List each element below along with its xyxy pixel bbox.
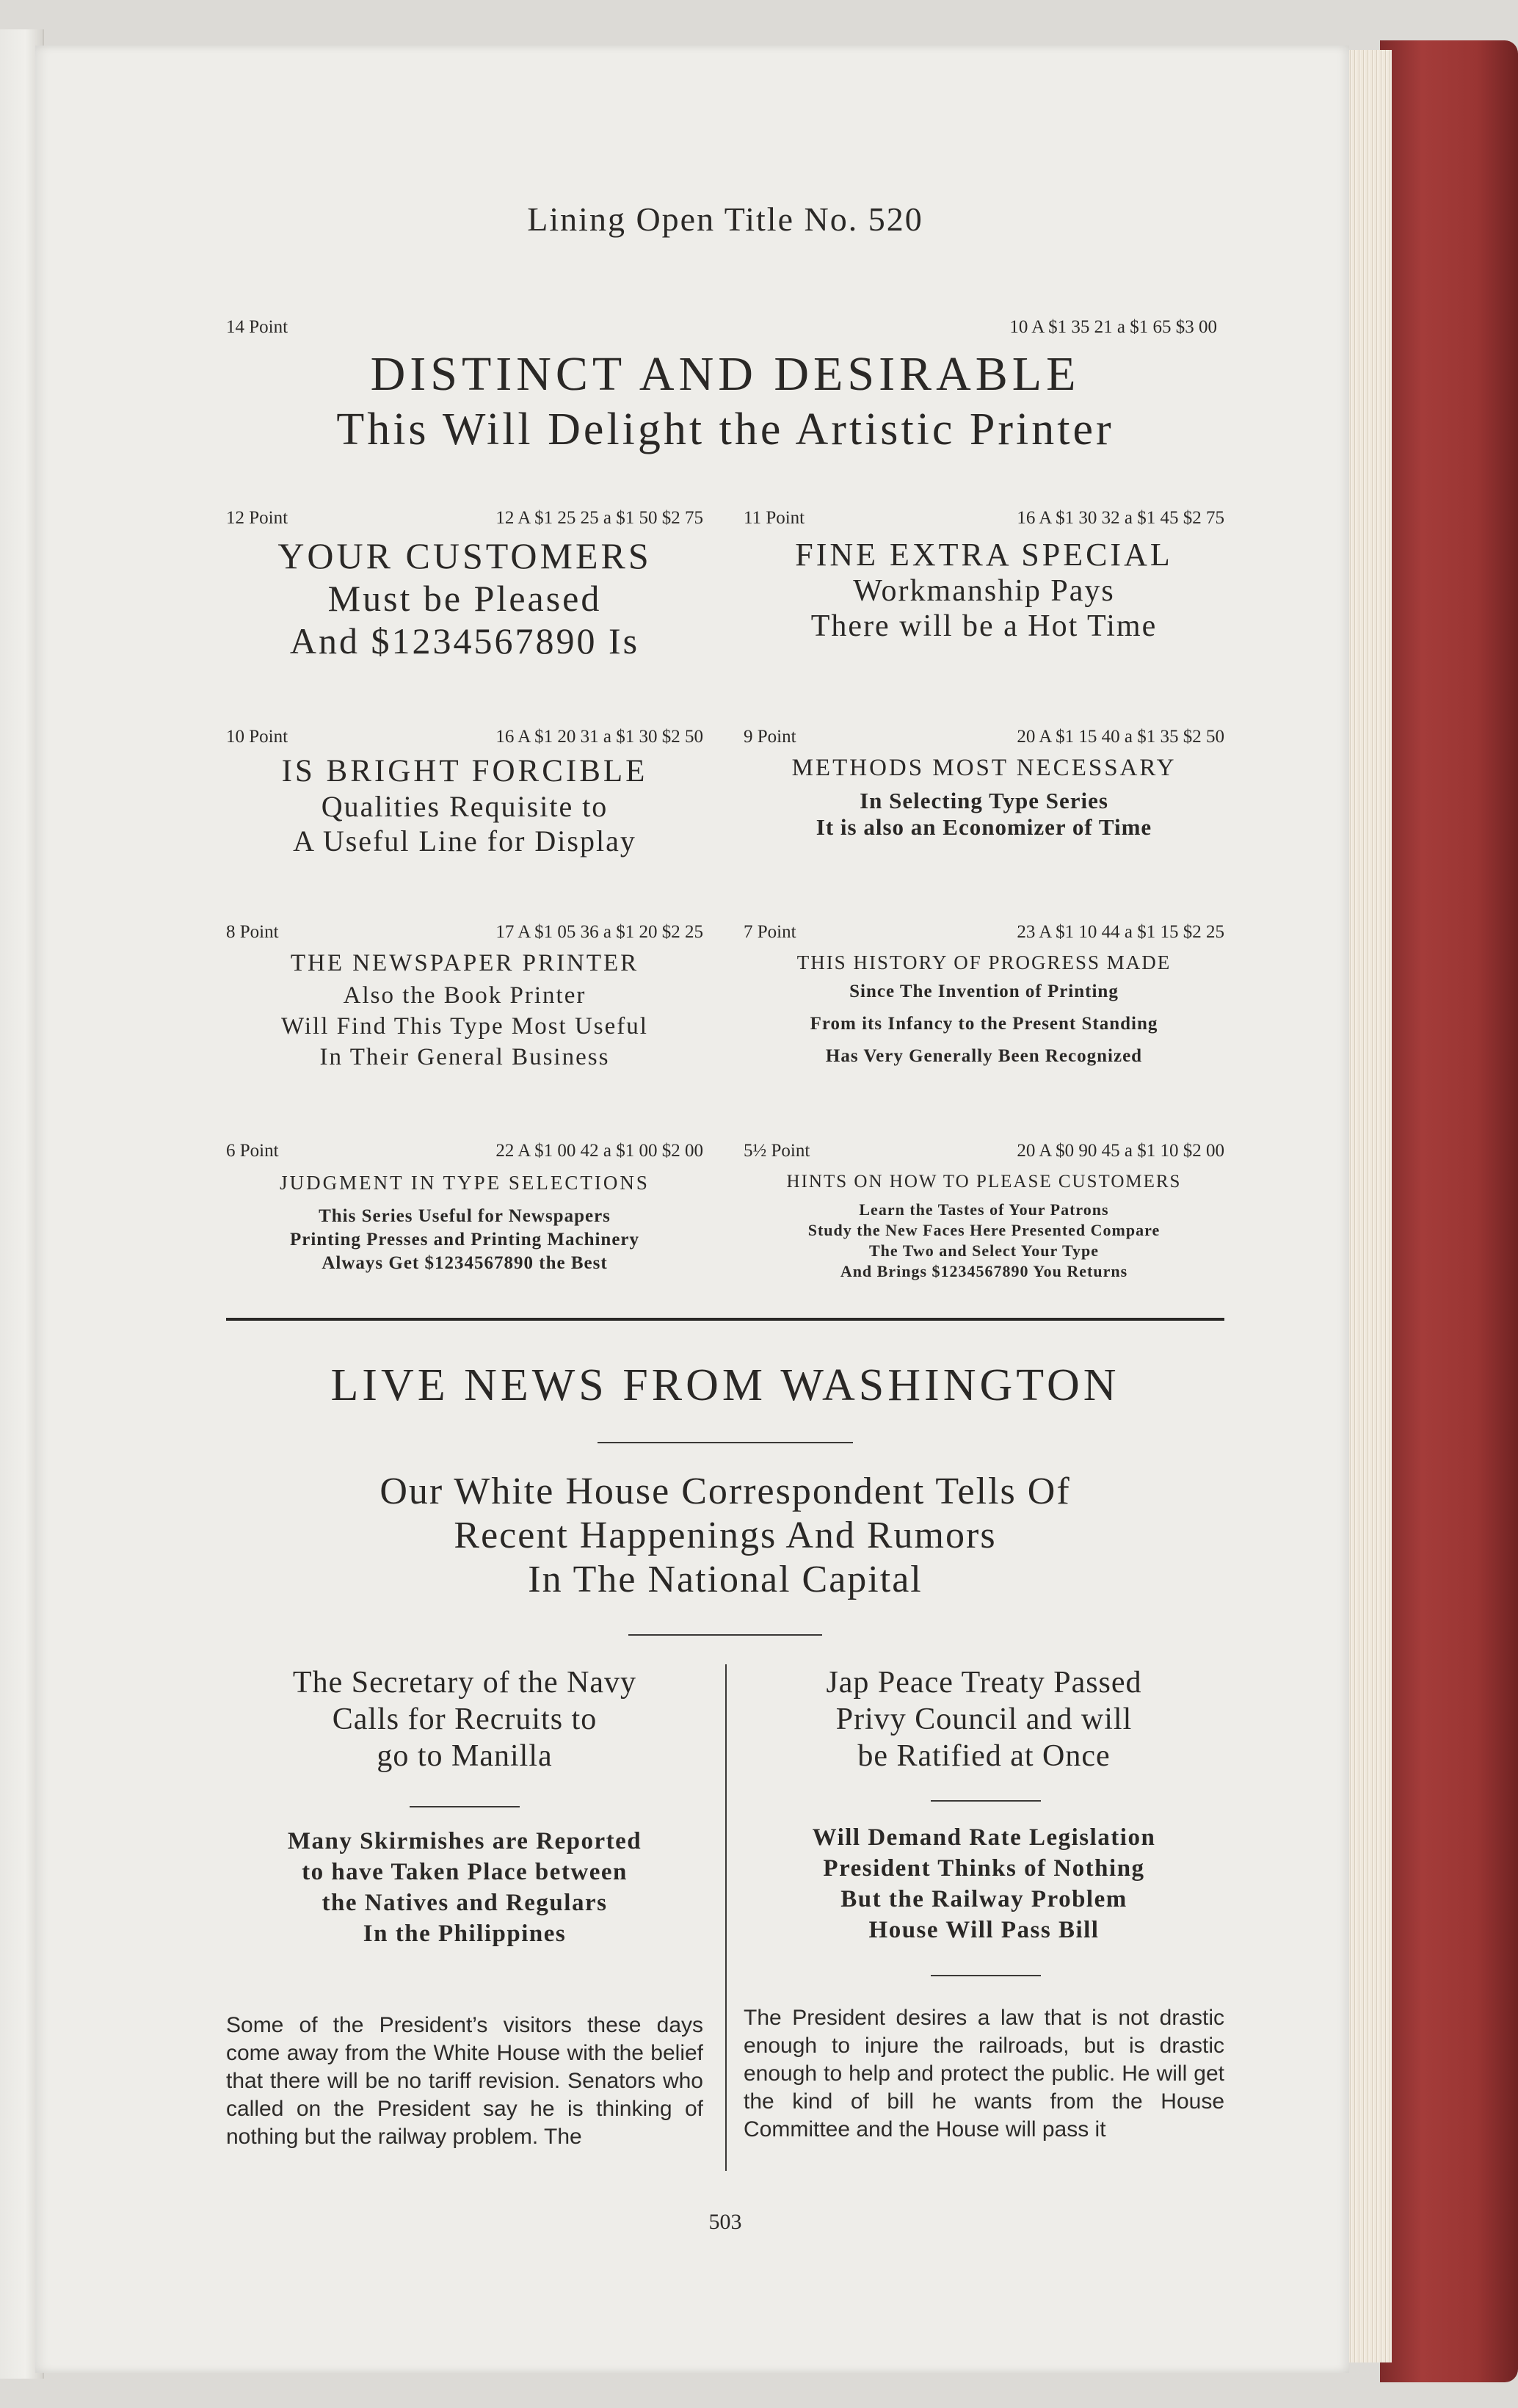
specimen-line: YOUR CUSTOMERS (277, 535, 652, 576)
page-edges (1342, 50, 1392, 2362)
specimen-meta (226, 508, 703, 529)
specimen-10pt (226, 727, 703, 858)
head-line: The Secretary of the Navy (292, 1666, 637, 1700)
specimen-meta (744, 508, 1224, 529)
specimen-line: Since The Invention of Printing (849, 982, 1119, 1001)
short-rule (598, 1442, 853, 1443)
specimen-line: Has Very Generally Been Recognized (825, 1046, 1143, 1066)
page-content (226, 46, 1224, 2373)
specimen-9pt (744, 727, 1224, 841)
specimen-line: IS BRIGHT FORCIBLE (281, 754, 648, 788)
head-line: Jap Peace Treaty Passed (826, 1666, 1142, 1700)
specimen-line: The Two and Select Your Type (868, 1241, 1100, 1260)
specimen-line: There will be a Hot Time (810, 609, 1158, 643)
specimen-meta (226, 1141, 703, 1161)
price-list: 20 A $1 15 40 a $1 35 $2 50 (1017, 727, 1224, 747)
specimen-line: Workmanship Pays (853, 574, 1115, 608)
subhead-line: President Thinks of Nothing (823, 1855, 1145, 1882)
section-divider (226, 1318, 1224, 1321)
specimen-line: Learn the Tastes of Your Patrons (859, 1200, 1109, 1219)
price-list: 22 A $1 00 42 a $1 00 $2 00 (495, 1141, 703, 1161)
price-list: 16 A $1 30 32 a $1 45 $2 75 (1017, 508, 1224, 528)
page-title: Lining Open Title No. 520 (527, 200, 923, 238)
subhead-line: Many Skirmishes are Reported (287, 1828, 642, 1854)
specimen-11pt (744, 508, 1224, 644)
specimen-line: Printing Presses and Printing Machinery (289, 1230, 640, 1250)
subhead-line: But the Railway Problem (840, 1886, 1127, 1912)
specimen-meta (226, 922, 703, 943)
subhead-line: the Natives and Regulars (322, 1890, 608, 1916)
specimen-line: This Will Delight the Artistic Printer (336, 405, 1114, 454)
price-list: 17 A $1 05 36 a $1 20 $2 25 (495, 922, 703, 942)
specimen-meta (226, 727, 703, 747)
price-list: 12 A $1 25 25 a $1 50 $2 75 (495, 508, 703, 528)
specimen-line: Also the Book Printer (343, 982, 586, 1009)
head-line: go to Manilla (377, 1739, 553, 1773)
subhead-line: In the Philippines (363, 1921, 567, 1947)
specimen-meta (744, 727, 1224, 747)
specimen-7pt (744, 922, 1224, 1073)
left-column-head (226, 1664, 703, 1774)
page-number: 503 (708, 2210, 742, 2234)
subhead-line: In The National Capital (528, 1559, 923, 1600)
specimen-line: Qualities Requisite to (321, 790, 609, 823)
column-divider (725, 1664, 727, 2171)
news-headline: LIVE NEWS FROM WASHINGTON (330, 1360, 1120, 1410)
left-column-subhead (226, 1826, 703, 1949)
book-cover-red (1380, 40, 1518, 2382)
point-size: 6 Point (226, 1141, 279, 1161)
specimen-line: In Their General Business (319, 1044, 610, 1070)
point-size: 11 Point (744, 508, 805, 528)
book-page (35, 46, 1349, 2373)
specimen-meta (744, 922, 1224, 943)
specimen-line: From its Infancy to the Present Standing (810, 1014, 1158, 1034)
specimen-line: It is also an Economizer of Time (816, 814, 1152, 840)
specimen-14pt (226, 317, 1224, 456)
short-rule (628, 1634, 822, 1636)
right-column-subhead (744, 1822, 1224, 1945)
specimen-line: And Brings $1234567890 You Returns (840, 1262, 1128, 1280)
specimen-line: This Series Useful for Newspapers (319, 1206, 611, 1226)
specimen-line: DISTINCT AND DESIRABLE (370, 347, 1081, 401)
specimen-6pt (226, 1141, 703, 1275)
specimen-8pt (226, 922, 703, 1073)
specimen-line: Must be Pleased (327, 578, 602, 619)
right-column-body: The President desires a law that is not drastic enough to injure the railroads, but is drastic enough to help and protect the public. He will get the kind of bill he wants from the House Committee and the House will pass it (744, 2006, 1224, 2142)
specimen-line: METHODS MOST NECESSARY (791, 755, 1177, 781)
specimen-line: FINE EXTRA SPECIAL (795, 537, 1173, 573)
price-list: 10 A $1 35 21 a $1 65 $3 00 (1009, 317, 1217, 337)
specimen-line: THIS HISTORY OF PROGRESS MADE (796, 951, 1172, 973)
point-size: 7 Point (744, 922, 796, 942)
price-list: 16 A $1 20 31 a $1 30 $2 50 (495, 727, 703, 747)
specimen-line: JUDGMENT IN TYPE SELECTIONS (280, 1172, 650, 1194)
point-size: 12 Point (226, 508, 288, 528)
left-column-body: Some of the President’s visitors these days come away from the White House with the belief that there will be no tariff revision. Senators who called on the President say he is thinking of nothing but the railway problem. The (226, 2013, 703, 2149)
right-column-head (744, 1664, 1224, 1774)
point-size: 10 Point (226, 727, 288, 747)
short-rule (931, 1800, 1041, 1802)
subhead-line: to have Taken Place between (302, 1859, 628, 1885)
point-size: 5½ Point (744, 1141, 810, 1161)
price-list: 20 A $0 90 45 a $1 10 $2 00 (1017, 1141, 1224, 1161)
specimen-meta (744, 1141, 1224, 1161)
short-rule (410, 1806, 520, 1807)
subhead-line: Our White House Correspondent Tells Of (380, 1470, 1071, 1512)
short-rule (931, 1975, 1041, 1976)
subhead-line: House Will Pass Bill (868, 1917, 1100, 1943)
specimen-line: In Selecting Type Series (860, 788, 1108, 813)
head-line: Privy Council and will (835, 1702, 1133, 1736)
news-subhead (226, 1470, 1224, 1602)
specimen-12pt (226, 508, 703, 662)
specimen-line: A Useful Line for Display (293, 824, 636, 857)
specimen-line: HINTS ON HOW TO PLEASE CUSTOMERS (786, 1172, 1182, 1192)
point-size: 14 Point (226, 317, 288, 337)
subhead-line: Will Demand Rate Legislation (812, 1824, 1156, 1851)
head-line: be Ratified at Once (857, 1739, 1111, 1773)
specimen-line: Will Find This Type Most Useful (281, 1013, 648, 1040)
point-size: 8 Point (226, 922, 279, 942)
specimen-line: And $1234567890 Is (289, 620, 640, 661)
specimen-5-5pt (744, 1141, 1224, 1282)
head-line: Calls for Recruits to (332, 1702, 598, 1736)
point-size: 9 Point (744, 727, 796, 747)
specimen-line: THE NEWSPAPER PRINTER (290, 950, 639, 976)
specimen-line: Study the New Faces Here Presented Compare (807, 1221, 1161, 1239)
specimen-meta (226, 317, 1224, 338)
subhead-line: Recent Happenings And Rumors (454, 1515, 997, 1556)
price-list: 23 A $1 10 44 a $1 15 $2 25 (1017, 922, 1224, 942)
specimen-line: Always Get $1234567890 the Best (322, 1253, 608, 1273)
